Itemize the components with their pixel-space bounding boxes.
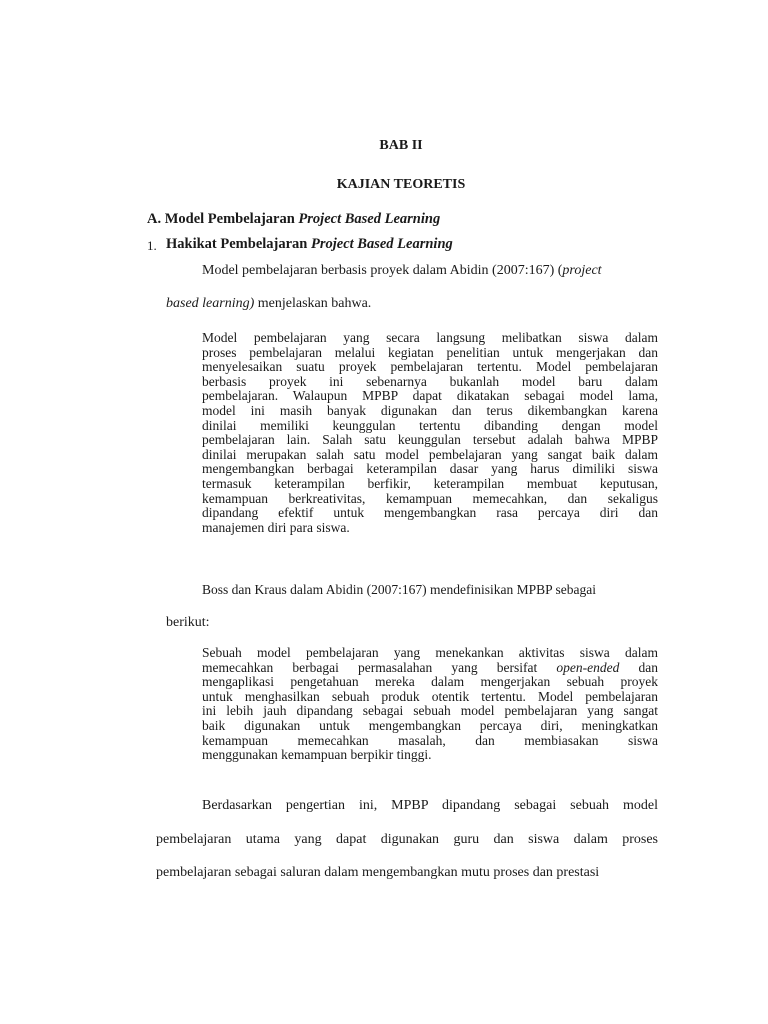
quote-1-line: manajemen diri para siswa. [202, 519, 350, 535]
paragraph-1-line-1: Model pembelajaran berbasis proyek dalam Abidin (2007:167) (project [202, 263, 602, 278]
quote-1-line: model ini masih banyak digunakan dan terus dikembangkan karena [202, 402, 658, 418]
quote-1-line: dipandang efektif untuk mengembangkan rasa percaya diri dan [202, 505, 658, 521]
quote-1-line: berbasis proyek ini sebenarnya bukanlah model baru dalam [202, 373, 658, 389]
chapter-number: BAB II [379, 138, 423, 153]
section-heading-a: A. Model Pembelajaran Project Based Learning [147, 211, 441, 227]
paragraph-2-line-1: Boss dan Kraus dalam Abidin (2007:167) mendefinisikan MPBP sebagai [202, 582, 596, 597]
paragraph-1-line-2: based learning) menjelaskan bahwa. [166, 296, 372, 311]
quote-2-line: ini lebih jauh dipandang sebagai sebuah model pembelajaran yang sangat [202, 703, 658, 719]
block-quote-2 [202, 646, 658, 763]
chapter-title: KAJIAN TEORETIS [336, 177, 466, 192]
quote-1-line: Model pembelajaran yang secara langsung melibatkan siswa dalam [202, 330, 658, 345]
quote-2-line: memecahkan berbagai permasalahan yang bersifat open-ended dan [202, 659, 658, 675]
quote-2-line: mengaplikasi pengetahuan mereka dalam mengerjakan sebuah proyek [202, 674, 658, 690]
quote-2-line: menggunakan kemampuan berpikir tinggi. [202, 747, 432, 763]
quote-1-line: dinilai merupakan salah satu model pembelajaran yang sangat baik dalam [202, 446, 658, 462]
subsection-number: 1. [147, 238, 157, 253]
quote-1-line: pembelajaran. Walaupun MPBP dapat dikatakan sebagai model lama, [202, 388, 658, 404]
quote-1-line: kemampuan berkreativitas, kemampuan memecahkan, dan sekaligus [202, 490, 658, 506]
paragraph-3-line-3: pembelajaran sebagai saluran dalam mengembangkan mutu proses dan prestasi [156, 865, 600, 880]
paragraph-3-line-1: Berdasarkan pengertian ini, MPBP dipandang sebagai sebuah model [202, 798, 658, 813]
quote-2-line: untuk menghasilkan sebuah produk otentik tertentu. Model pembelajaran [202, 688, 658, 704]
quote-1-line: termasuk keterampilan berfikir, keterampilan membuat keputusan, [202, 475, 658, 491]
quote-1-line: menyelesaikan suatu proyek pembelajaran tertentu. Model pembelajaran [202, 359, 658, 375]
quote-1-line: mengembangkan berbagai keterampilan dasar yang harus dimiliki siswa [202, 461, 658, 477]
block-quote-1 [202, 331, 658, 535]
paragraph-3-line-2: pembelajaran utama yang dapat digunakan guru dan siswa dalam proses [156, 832, 658, 847]
paragraph-2-line-2: berikut: [166, 615, 210, 630]
quote-2-line: Sebuah model pembelajaran yang menekankan aktivitas siswa dalam [202, 645, 658, 660]
quote-2-line: kemampuan memecahkan masalah, dan membiasakan siswa [202, 732, 658, 748]
quote-2-line: baik digunakan untuk mengembangkan percaya diri, meningkatkan [202, 717, 658, 733]
subsection-heading-1: Hakikat Pembelajaran Project Based Learning [166, 236, 453, 252]
quote-1-line: proses pembelajaran melalui kegiatan penelitian untuk mengerjakan dan [202, 344, 658, 360]
quote-1-line: dinilai memiliki keunggulan tertentu dibanding dengan model [202, 417, 658, 433]
quote-1-line: pembelajaran lain. Salah satu keunggulan tersebut adalah bahwa MPBP [202, 432, 658, 448]
